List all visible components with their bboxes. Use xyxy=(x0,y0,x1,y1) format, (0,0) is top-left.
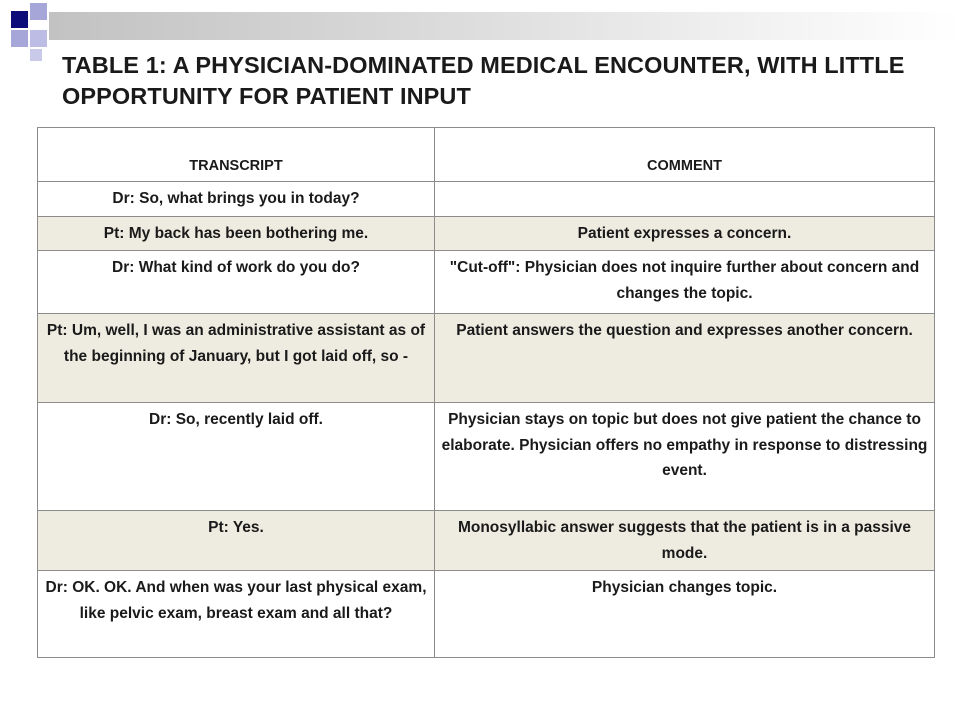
transcript-cell: Pt: My back has been bothering me. xyxy=(38,216,435,251)
column-header-transcript: TRANSCRIPT xyxy=(38,128,435,182)
comment-cell: Monosyllabic answer suggests that the patient is in a passive mode. xyxy=(435,511,935,571)
encounter-table xyxy=(37,127,935,658)
comment-cell: Patient answers the question and expresses another concern. xyxy=(435,314,935,403)
table-row xyxy=(38,216,935,251)
decorative-square xyxy=(11,30,28,47)
comment-cell: Patient expresses a concern. xyxy=(435,216,935,251)
table-row xyxy=(38,314,935,403)
decorative-square xyxy=(11,11,28,28)
table-row xyxy=(38,511,935,571)
table-row xyxy=(38,251,935,314)
transcript-cell: Dr: OK. OK. And when was your last physical exam, like pelvic exam, breast exam and all that? xyxy=(38,571,435,658)
transcript-cell: Dr: So, recently laid off. xyxy=(38,403,435,511)
comment-cell: "Cut-off": Physician does not inquire further about concern and changes the topic. xyxy=(435,251,935,314)
decorative-square xyxy=(30,49,42,61)
encounter-table-container xyxy=(37,127,934,658)
table-row xyxy=(38,571,935,658)
transcript-cell: Dr: So, what brings you in today? xyxy=(38,182,435,217)
comment-cell: Physician changes topic. xyxy=(435,571,935,658)
table-row xyxy=(38,182,935,217)
decorative-square xyxy=(30,3,47,20)
transcript-cell: Dr: What kind of work do you do? xyxy=(38,251,435,314)
transcript-cell: Pt: Yes. xyxy=(38,511,435,571)
transcript-cell: Pt: Um, well, I was an administrative assistant as of the beginning of January, but I got laid off, so - xyxy=(38,314,435,403)
table-header-row xyxy=(38,128,935,182)
page-title: TABLE 1: A PHYSICIAN-DOMINATED MEDICAL ENCOUNTER, WITH LITTLE OPPORTUNITY FOR PATIENT INPUT xyxy=(62,52,905,109)
decorative-square xyxy=(30,30,47,47)
table-row xyxy=(38,403,935,511)
comment-cell: Physician stays on topic but does not give patient the chance to elaborate. Physician offers no empathy in response to distressing event. xyxy=(435,403,935,511)
column-header-comment: COMMENT xyxy=(435,128,935,182)
header-gradient-bar xyxy=(49,12,960,40)
comment-cell xyxy=(435,182,935,217)
